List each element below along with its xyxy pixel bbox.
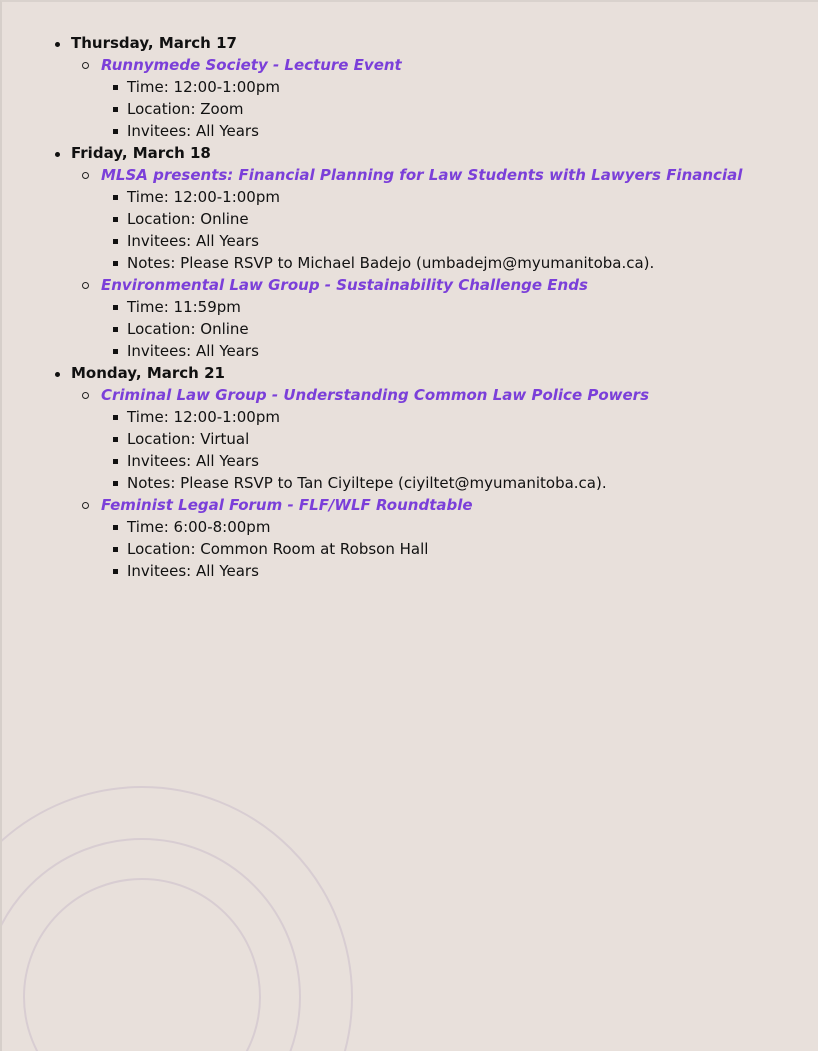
event-list [71, 384, 818, 582]
detail-text: Time: 6:00-8:00pm [127, 518, 271, 536]
event-list [71, 164, 818, 362]
bullet-square-icon [113, 195, 118, 200]
event-title-link[interactable]: Feminist Legal Forum - FLF/WLF Roundtable [101, 496, 473, 514]
event-title-link[interactable]: Criminal Law Group - Understanding Common Law Police Powers [101, 386, 649, 404]
day-item [2, 32, 818, 142]
bullet-square-icon [113, 481, 118, 486]
day-title: Monday, March 21 [71, 364, 225, 382]
day-title: Thursday, March 17 [71, 34, 237, 52]
detail-text: Invitees: All Years [127, 232, 259, 250]
detail-text: Time: 11:59pm [127, 298, 241, 316]
event-item [71, 54, 818, 142]
bullet-circle-icon [82, 282, 89, 289]
day-item [2, 142, 818, 362]
bullet-square-icon [113, 437, 118, 442]
bullet-square-icon [113, 305, 118, 310]
detail-text: Location: Zoom [127, 100, 244, 118]
day-title: Friday, March 18 [71, 144, 211, 162]
decorative-arc-middle [2, 839, 300, 1051]
day-list [2, 32, 818, 582]
event-item [71, 494, 818, 582]
bullet-disc-icon [55, 152, 60, 157]
detail-text: Location: Online [127, 320, 249, 338]
event-detail-invitees [101, 120, 818, 142]
bullet-square-icon [113, 129, 118, 134]
event-detail-location [101, 98, 818, 120]
bullet-circle-icon [82, 502, 89, 509]
detail-text: Location: Common Room at Robson Hall [127, 540, 429, 558]
bullet-square-icon [113, 327, 118, 332]
event-detail-location [101, 538, 818, 560]
detail-text: Invitees: All Years [127, 122, 259, 140]
detail-text: Time: 12:00-1:00pm [127, 78, 280, 96]
detail-text: Location: Virtual [127, 430, 250, 448]
detail-text: Invitees: All Years [127, 342, 259, 360]
event-detail-time [101, 516, 818, 538]
event-item [71, 384, 818, 494]
event-detail-location [101, 428, 818, 450]
event-detail-invitees [101, 560, 818, 582]
bullet-square-icon [113, 217, 118, 222]
event-list [71, 54, 818, 142]
event-details [101, 296, 818, 362]
event-detail-invitees [101, 230, 818, 252]
detail-text: Invitees: All Years [127, 452, 259, 470]
decorative-arc-inner [24, 879, 260, 1051]
bullet-disc-icon [55, 42, 60, 47]
event-item [71, 164, 818, 274]
bullet-square-icon [113, 459, 118, 464]
bullet-square-icon [113, 349, 118, 354]
event-detail-notes [101, 472, 818, 494]
schedule-list [2, 32, 818, 582]
detail-text: Notes: Please RSVP to Tan Ciyiltepe (ciyiltet@myumanitoba.ca). [127, 474, 607, 492]
event-details [101, 76, 818, 142]
detail-text: Invitees: All Years [127, 562, 259, 580]
detail-text: Time: 12:00-1:00pm [127, 188, 280, 206]
bullet-square-icon [113, 547, 118, 552]
bullet-square-icon [113, 85, 118, 90]
bullet-circle-icon [82, 392, 89, 399]
event-detail-invitees [101, 450, 818, 472]
bullet-circle-icon [82, 172, 89, 179]
event-detail-invitees [101, 340, 818, 362]
bullet-square-icon [113, 569, 118, 574]
event-detail-notes [101, 252, 818, 274]
event-title-link[interactable]: Environmental Law Group - Sustainability Challenge Ends [101, 276, 588, 294]
bullet-square-icon [113, 239, 118, 244]
event-title-link[interactable]: Runnymede Society - Lecture Event [101, 56, 402, 74]
event-detail-time [101, 186, 818, 208]
event-detail-time [101, 406, 818, 428]
detail-text: Location: Online [127, 210, 249, 228]
event-detail-time [101, 76, 818, 98]
bullet-circle-icon [82, 62, 89, 69]
event-item [71, 274, 818, 362]
event-title-link[interactable]: MLSA presents: Financial Planning for Law Students with Lawyers Financial [101, 166, 743, 184]
bullet-square-icon [113, 261, 118, 266]
event-details [101, 516, 818, 582]
bullet-square-icon [113, 415, 118, 420]
detail-text: Time: 12:00-1:00pm [127, 408, 280, 426]
event-details [101, 186, 818, 274]
decorative-arc-outer [2, 787, 352, 1051]
event-details [101, 406, 818, 494]
bullet-disc-icon [55, 372, 60, 377]
event-detail-location [101, 208, 818, 230]
event-detail-time [101, 296, 818, 318]
event-detail-location [101, 318, 818, 340]
detail-text: Notes: Please RSVP to Michael Badejo (umbadejm@myumanitoba.ca). [127, 254, 655, 272]
bullet-square-icon [113, 107, 118, 112]
day-item [2, 362, 818, 582]
bullet-square-icon [113, 525, 118, 530]
